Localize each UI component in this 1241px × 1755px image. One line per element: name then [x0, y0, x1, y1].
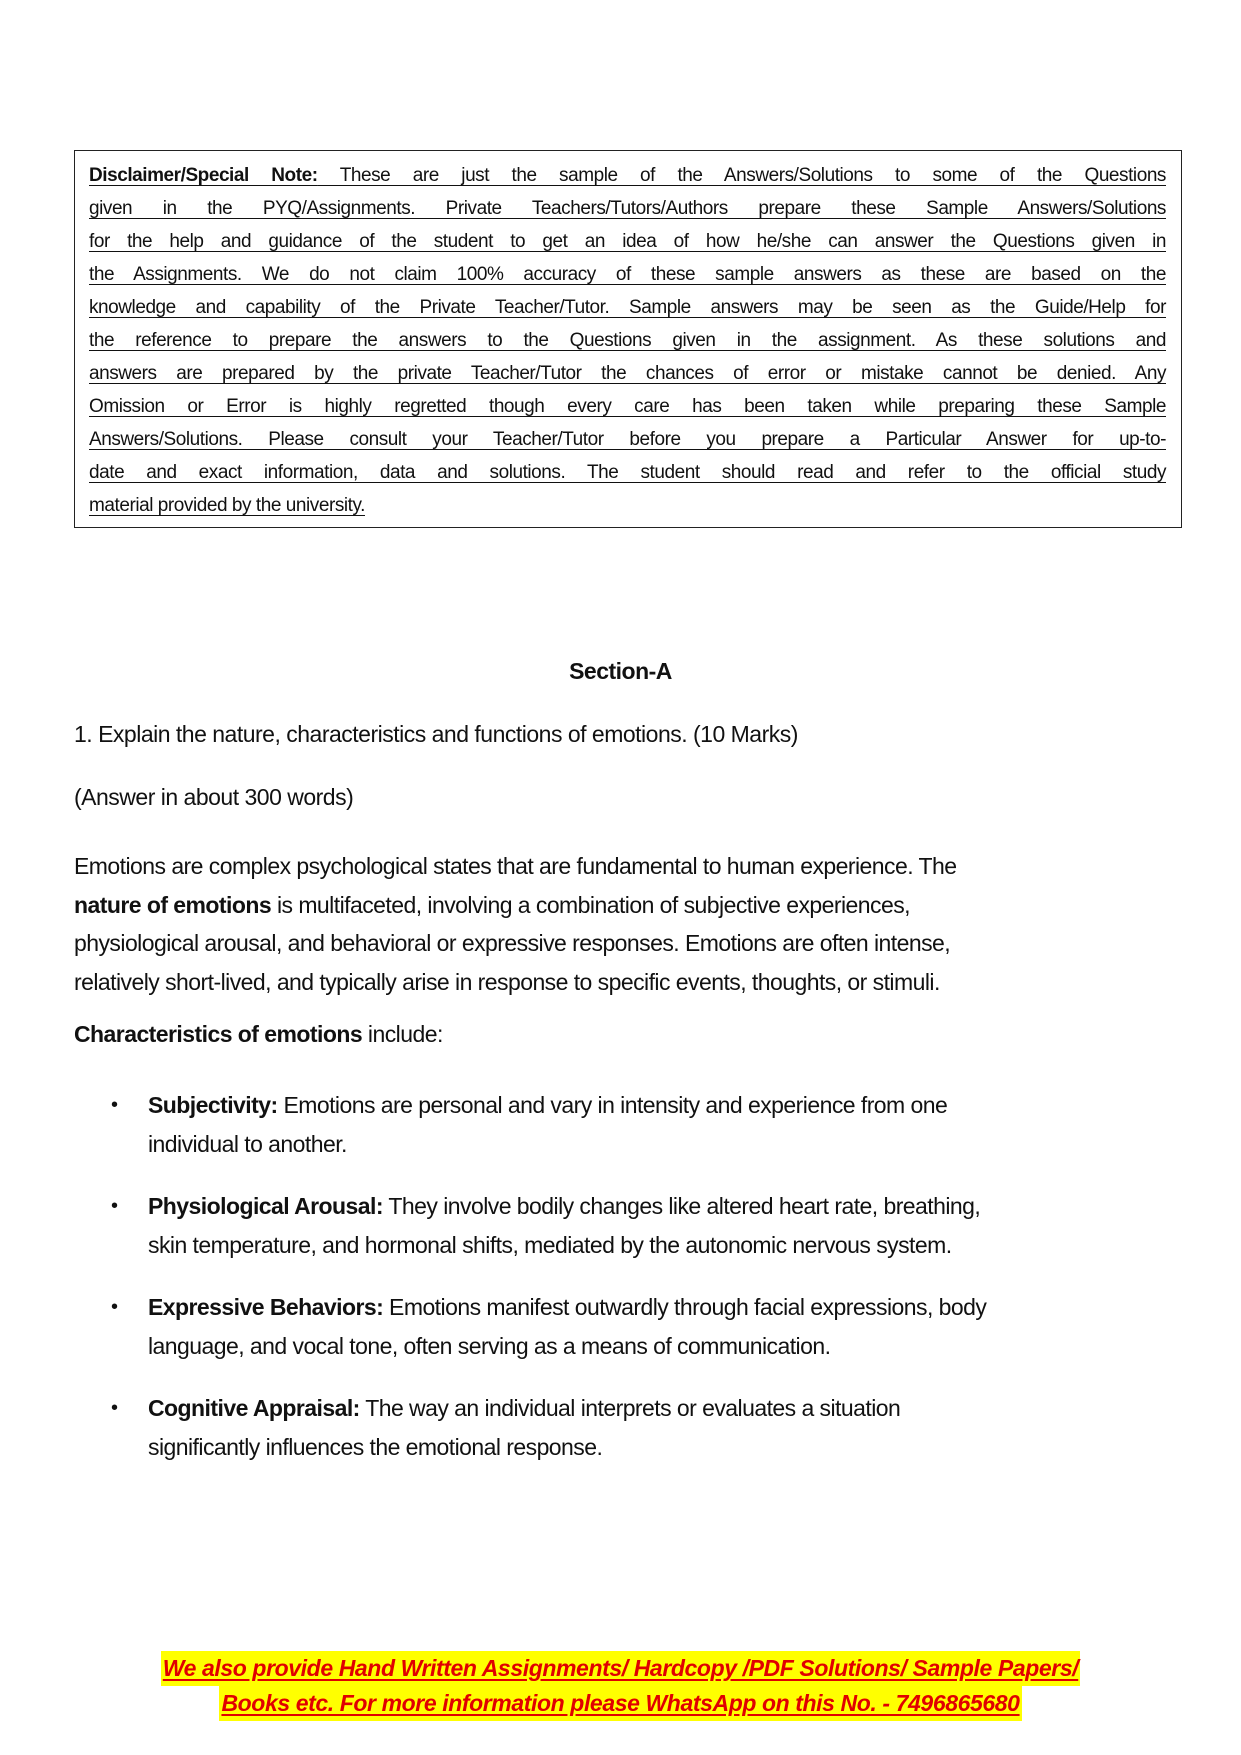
disclaimer-line: answers are prepared by the private Teacher/Tutor the chances of error or mistake cannot be denied. Any: [89, 363, 1166, 384]
question-text: 1. Explain the nature, characteristics and functions of emotions. (10 Marks): [74, 721, 798, 747]
list-item-term: Subjectivity:: [148, 1092, 278, 1118]
nature-of-emotions-term: nature of emotions: [74, 891, 272, 918]
disclaimer-line: Answers/Solutions. Please consult your Teacher/Tutor before you prepare a Particular Answer for up-to-: [89, 429, 1166, 450]
list-item: • Cognitive Appraisal: The way an individual interprets or evaluates a situation significantly influences the emotional response.: [74, 1389, 1174, 1466]
disclaimer-label: Disclaimer/Special Note:: [89, 165, 318, 186]
disclaimer-line: given in the PYQ/Assignments. Private Teachers/Tutors/Authors prepare these Sample Answers/Solutions: [89, 198, 1166, 219]
promo-footer: [0, 1651, 1241, 1721]
disclaimer-line: material provided by the university.: [89, 495, 365, 516]
bullet-icon: •: [111, 1094, 118, 1116]
list-item-term: Expressive Behaviors:: [148, 1294, 384, 1320]
disclaimer-line: knowledge and capability of the Private Teacher/Tutor. Sample answers may be seen as the Guide/Help for: [89, 297, 1166, 318]
disclaimer-line: Omission or Error is highly regretted though every care has been taken while preparing these Sample: [89, 396, 1166, 417]
characteristics-heading: Characteristics of emotions include:: [74, 1021, 443, 1047]
intro-paragraph: Emotions are complex psychological states that are fundamental to human experience. The nature of emotions is multifaceted, involving a combination of subjective experiences, physiological arousal, and behavioral or expressive responses. Emotions are often intense, relatively short-lived, and typically arise in response to specific events, thoughts, or stimuli.: [74, 853, 957, 995]
bullet-icon: •: [111, 1397, 118, 1419]
list-item-term: Physiological Arousal:: [148, 1193, 383, 1219]
disclaimer-line: date and exact information, data and solutions. The student should read and refer to the official study: [89, 462, 1166, 483]
bullet-icon: •: [111, 1195, 118, 1217]
disclaimer-line: for the help and guidance of the student to get an idea of how he/she can answer the Questions given in: [89, 231, 1166, 252]
disclaimer-box: [74, 150, 1182, 528]
promo-line: We also provide Hand Written Assignments/ Hardcopy /PDF Solutions/ Sample Papers/: [161, 1651, 1081, 1686]
answer-length-note: (Answer in about 300 words): [74, 784, 354, 810]
list-item-term: Cognitive Appraisal:: [148, 1395, 360, 1421]
section-title: Section-A: [569, 658, 672, 684]
bullet-icon: •: [111, 1296, 118, 1318]
promo-contact-line: Books etc. For more information please WhatsApp on this No. - 7496865680: [219, 1686, 1021, 1721]
list-item: • Subjectivity: Emotions are personal and vary in intensity and experience from one individual to another.: [74, 1086, 1174, 1163]
characteristics-list: [74, 1086, 1174, 1490]
disclaimer-line: the reference to prepare the answers to the Questions given in the assignment. As these solutions and: [89, 330, 1166, 351]
disclaimer-text: [89, 159, 1166, 522]
disclaimer-line: the Assignments. We do not claim 100% accuracy of these sample answers as these are based on the: [89, 264, 1166, 285]
list-item: • Expressive Behaviors: Emotions manifest outwardly through facial expressions, body language, and vocal tone, often serving as a means of communication.: [74, 1288, 1174, 1365]
list-item: • Physiological Arousal: They involve bodily changes like altered heart rate, breathing, skin temperature, and hormonal shifts, mediated by the autonomic nervous system.: [74, 1187, 1174, 1264]
disclaimer-line: Disclaimer/Special Note: These are just the sample of the Answers/Solutions to some of the Questions: [89, 165, 1166, 186]
